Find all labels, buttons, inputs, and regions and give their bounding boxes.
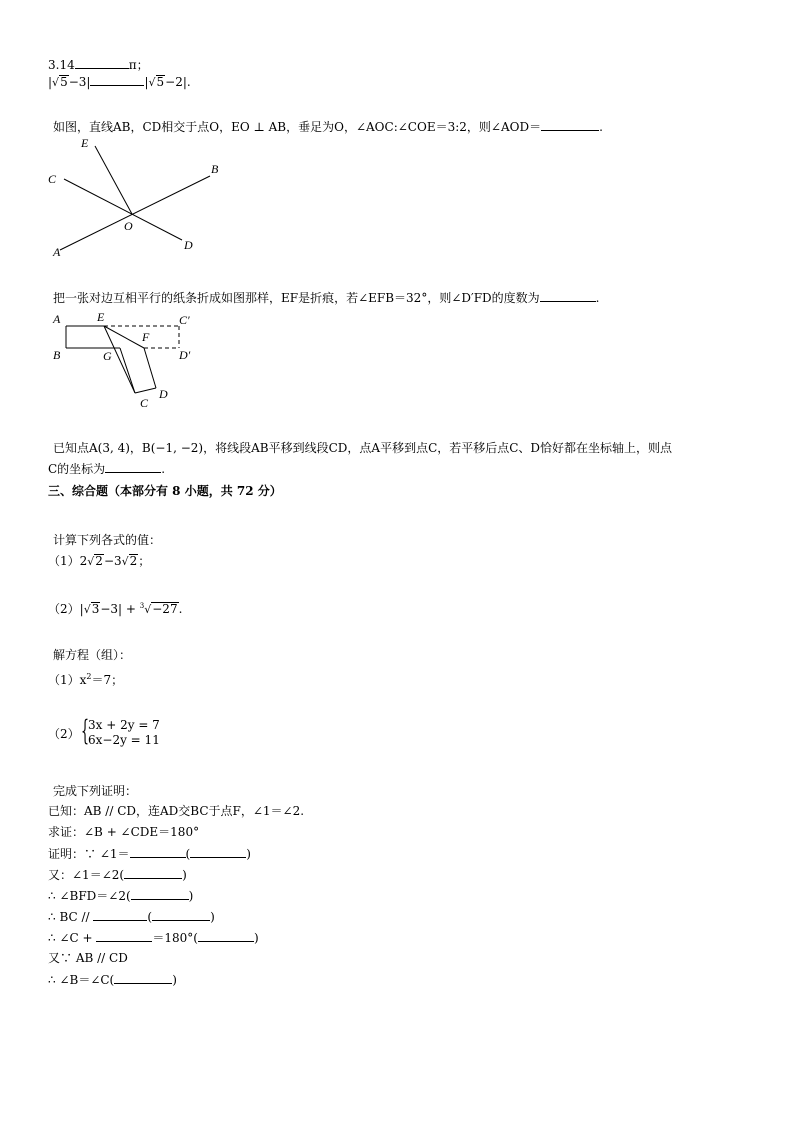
q-translate-line2: C的坐标为 . <box>48 462 166 476</box>
proof-step-7: ∴ ∠B＝∠C( ) <box>48 973 177 987</box>
proof-step-5: ∴ ∠C + ＝180°( ) <box>48 931 259 945</box>
proof-step-4: ∴ BC // ( ) <box>48 910 215 924</box>
label-C: C <box>140 396 149 410</box>
label-E: E <box>97 310 105 324</box>
proof-given: 已知：AB // CD，连AD交BC于点F，∠1＝∠2. <box>48 804 305 818</box>
q-proof-title: 完成下列证明： <box>53 784 138 798</box>
proof-step-6: 又∵ AB // CD <box>48 951 128 965</box>
reason-blank[interactable] <box>198 929 254 942</box>
answer-blank[interactable] <box>541 118 599 131</box>
answer-blank[interactable] <box>540 289 596 302</box>
label-D-prime: D′ <box>179 348 191 362</box>
answer-blank[interactable] <box>96 929 152 942</box>
q-abs-compare: |√5−3| |√5−2|. <box>48 75 191 89</box>
line-CD <box>64 179 182 240</box>
label-F: F <box>142 330 150 344</box>
label-D: D <box>184 238 193 252</box>
answer-blank[interactable] <box>105 460 161 473</box>
answer-blank[interactable] <box>90 73 144 86</box>
proof-to-prove: 求证：∠B + ∠CDE＝180° <box>48 825 200 839</box>
q-calc-title: 计算下列各式的值： <box>53 533 162 547</box>
reason-blank[interactable] <box>152 908 210 921</box>
label-C-prime: C′ <box>179 313 190 327</box>
label-O: O <box>124 219 133 233</box>
q-eq-part1: $(1)x^2=7$； <box>48 672 124 687</box>
label-B: B <box>53 348 61 362</box>
q-eq-title: 解方程（组）： <box>53 648 132 662</box>
crease-EF <box>104 326 144 348</box>
folded-edge-GC <box>120 348 135 393</box>
label-A: A <box>53 312 61 326</box>
q-calc-part2: （2）|√3−3| + $^3$√−27. <box>48 602 183 616</box>
label-D: D <box>159 387 168 401</box>
answer-blank[interactable] <box>130 845 186 858</box>
answer-blank[interactable] <box>93 908 147 921</box>
figure-intersecting-lines <box>40 134 240 264</box>
answer-blank[interactable] <box>75 56 129 69</box>
proof-step-1: 证明：∵ ∠1＝ ( ) <box>48 847 251 861</box>
label-A: A <box>53 245 61 259</box>
proof-step-2: 又：∠1＝∠2( ) <box>48 868 187 882</box>
figure-folded-strip <box>48 310 248 410</box>
reason-blank[interactable] <box>190 845 246 858</box>
reason-blank[interactable] <box>124 866 182 879</box>
label-E: E <box>81 136 89 150</box>
section-title: 三、综合题（本部分有 8 小题，共 72 分） <box>48 484 282 498</box>
label-G: G <box>103 349 112 363</box>
q-fold: 把一张对边互相平行的纸条折成如图那样，EF是折痕，若∠EFB＝32°，则∠D′FD的度数为 . <box>53 291 600 305</box>
q-pi-compare: 3.14 π； <box>48 58 149 72</box>
reason-blank[interactable] <box>114 971 172 984</box>
q-translate-line1: 已知点A(3, 4)，B(−1, −2)，将线段AB平移到线段CD，点A平移到点C，若平移后点C、D恰好都在坐标轴上，则点 <box>53 441 673 455</box>
q-angle: 如图，直线AB，CD相交于点O，EO ⊥ AB，垂足为O，∠AOC:∠COE＝3:2，则∠AOD＝ . <box>53 120 603 134</box>
ray-OE <box>95 146 132 214</box>
proof-step-3: ∴ ∠BFD＝∠2( ) <box>48 889 194 903</box>
reason-blank[interactable] <box>131 887 189 900</box>
q-calc-part1: （1）2√2−3√2； <box>48 554 151 568</box>
label-C: C <box>48 172 57 186</box>
folded-edge-FD <box>144 348 156 388</box>
brace: { <box>81 714 90 747</box>
folded-edge-CD <box>135 388 156 393</box>
label-B: B <box>211 162 219 176</box>
